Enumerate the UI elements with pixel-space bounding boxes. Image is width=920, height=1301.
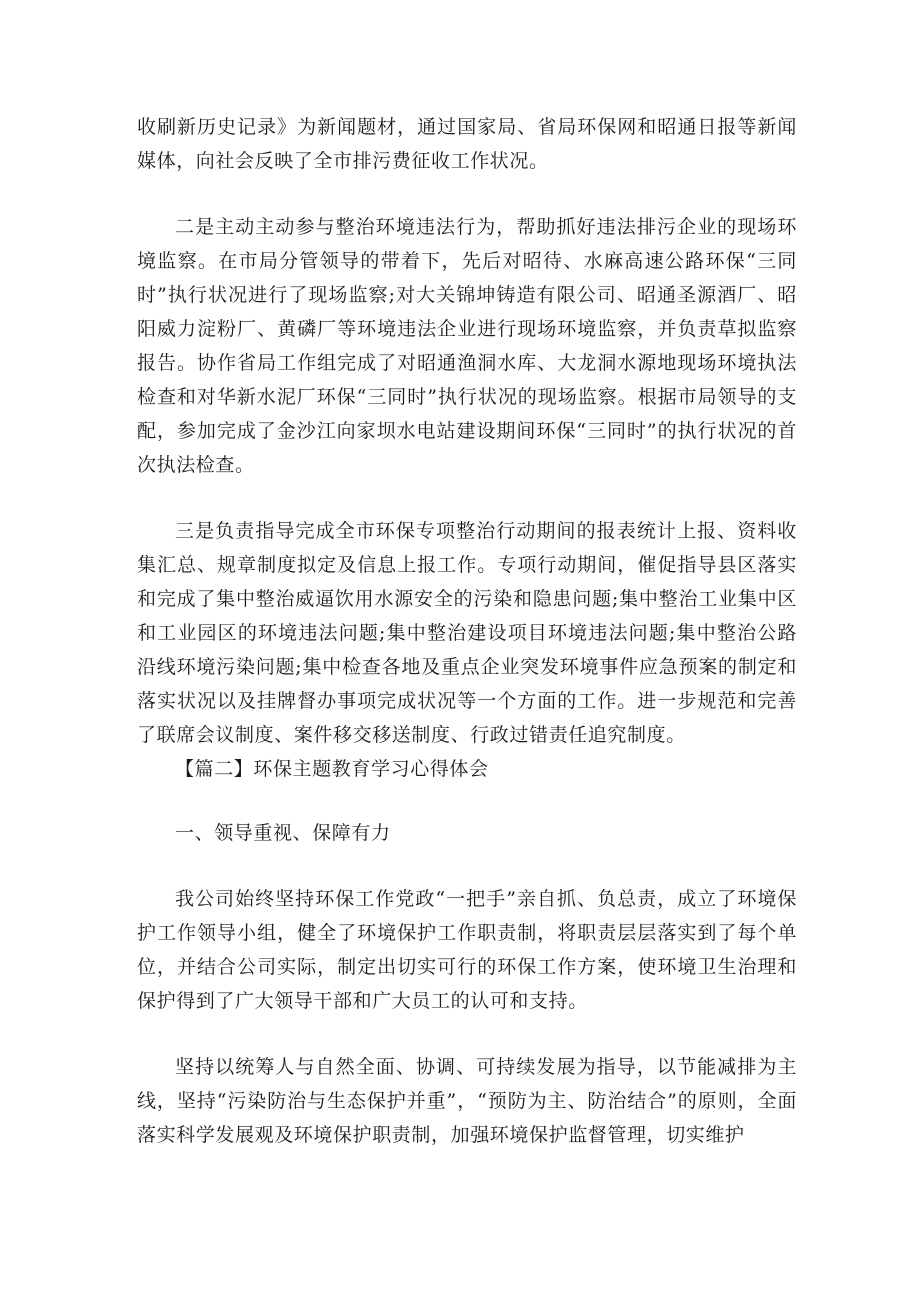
document-body [137,110,797,1152]
paragraph-4: 我公司始终坚持环保工作党政“一把手”亲自抓、负总责，成立了环境保护工作领导小组，健全了环境保护工作职责制，将职责层层落实到了每个单位，并结合公司实际，制定出切实可行的环保工作方案，使环境卫生治理和保护得到了广大领导干部和广大员工的认可和支持。 [137,888,797,1012]
paragraph-5: 坚持以统筹人与自然全面、协调、可持续发展为指导，以节能减排为主线，坚持“污染防治与生态保护并重”，“预防为主、防治结合”的原则，全面落实科学发展观及环境保护职责制，加强环境保护监督管理，切实维护 [137,1056,797,1146]
paragraph-1: 收刷新历史记录》为新闻题材，通过国家局、省局环保网和昭通日报等新闻媒体，向社会反映了全市排污费征收工作状况。 [137,116,797,172]
chapter-title: 【篇二】环保主题教育学习心得体会 [175,758,489,780]
section-title: 一、领导重视、保障有力 [175,822,391,844]
paragraph-3: 三是负责指导完成全市环保专项整治行动期间的报表统计上报、资料收集汇总、规章制度拟定及信息上报工作。专项行动期间，催促指导县区落实和完成了集中整治威逼饮用水源安全的污染和隐患问题;集中整治工业集中区和工业园区的环境违法问题;集中整治建设项目环境违法问题;集中整治公路沿线环境污染问题;集中检查各地及重点企业突发环境事件应急预案的制定和落实状况以及挂牌督办事项完成状况等一个方面的工作。进一步规范和完善了联席会议制度、案件移交移送制度、行政过错责任追究制度。 [137,520,797,746]
paragraph-2: 二是主动主动参与整治环境违法行为，帮助抓好违法排污企业的现场环境监察。在市局分管领导的带着下，先后对昭待、水麻高速公路环保“三同时”执行状况进行了现场监察;对大关锦坤铸造有限公司、昭通圣源酒厂、昭阳威力淀粉厂、黄磷厂等环境违法企业进行现场环境监察，并负责草拟监察报告。协作省局工作组完成了对昭通渔洞水库、大龙洞水源地现场环境执法检查和对华新水泥厂环保“三同时”执行状况的现场监察。根据市局领导的支配，参加完成了金沙江向家坝水电站建设期间环保“三同时”的执行状况的首次执法检查。 [137,216,797,476]
